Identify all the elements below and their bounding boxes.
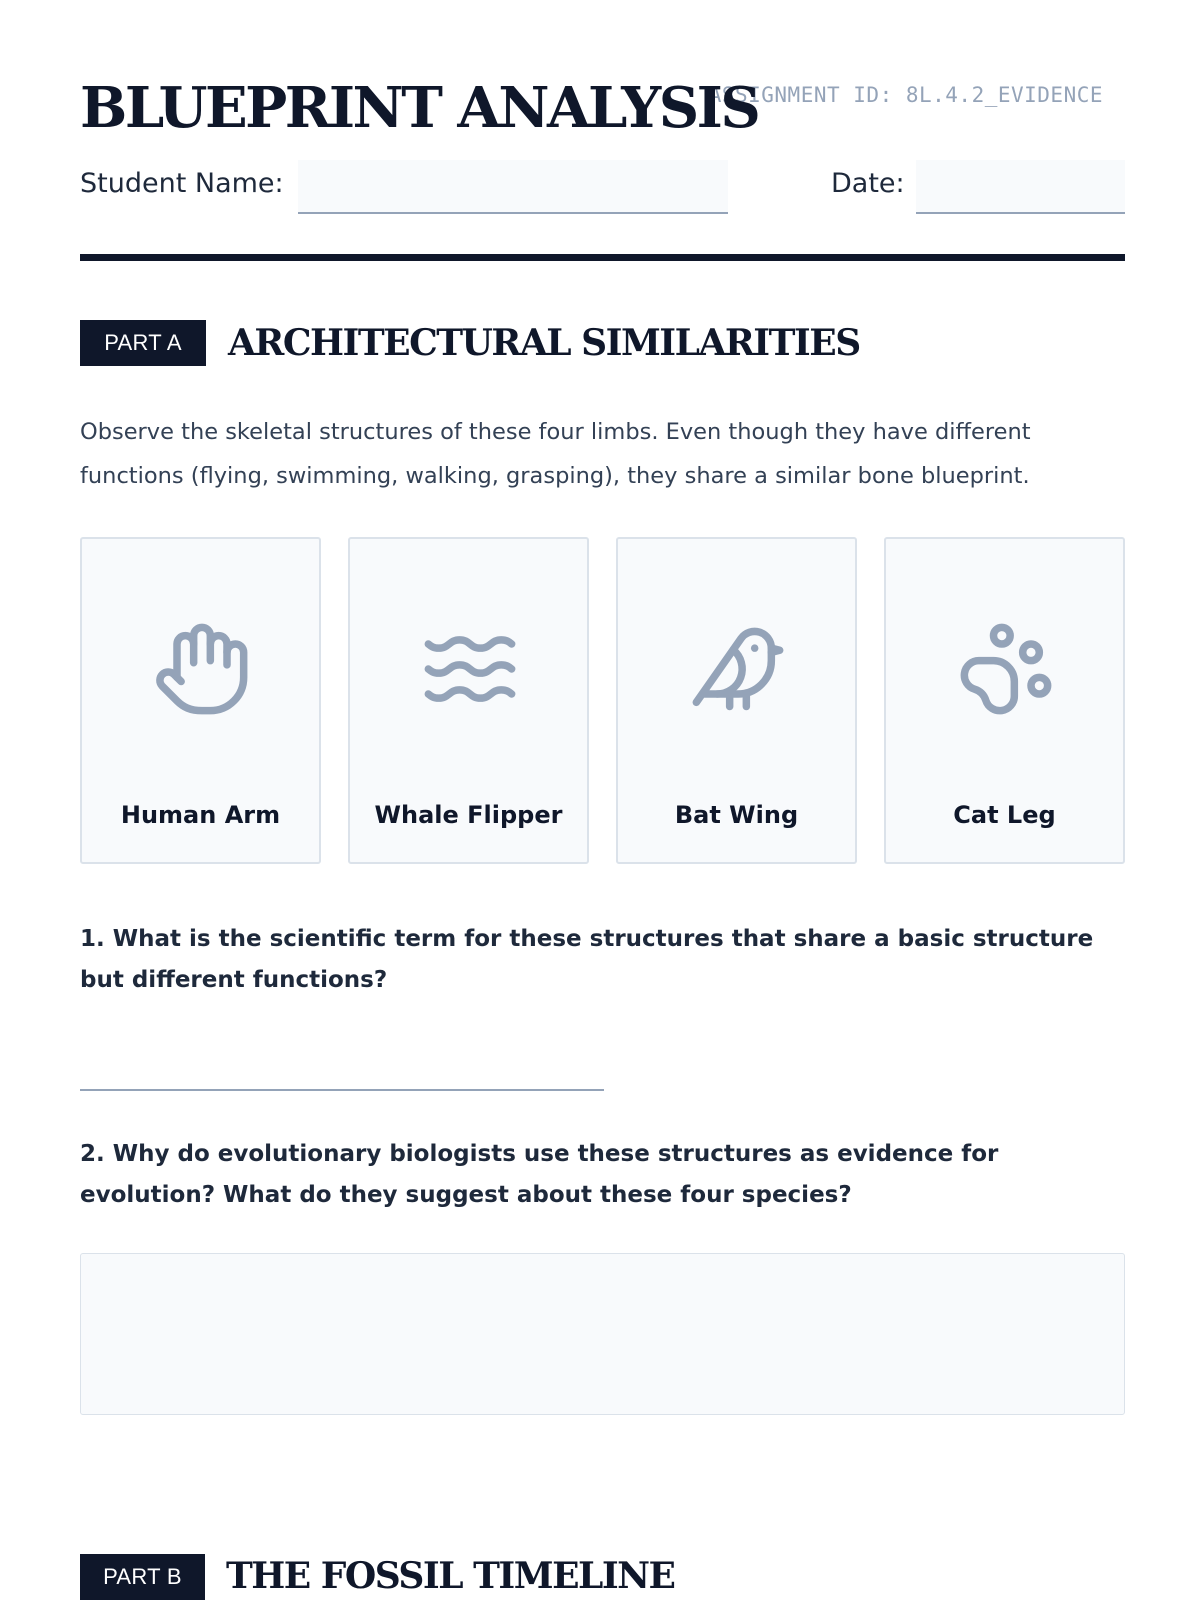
limb-card-human-arm [80, 537, 321, 864]
part-b-badge: PART B [80, 1554, 205, 1600]
waves-icon [420, 619, 520, 719]
page-title: BLUEPRINT ANALYSIS [80, 75, 759, 141]
assignment-id: ASSIGNMENT ID: 8L.4.2_EVIDENCE [708, 83, 1103, 107]
limb-card-label: Human Arm [120, 801, 281, 829]
part-a-badge: PART A [80, 320, 206, 366]
part-b-title: THE FOSSIL TIMELINE [226, 1555, 675, 1597]
bird-icon [688, 619, 788, 719]
part-a-instructions: Observe the skeletal structures of these four limbs. Even though they have different functions (flying, swimming, walking, grasping), they share a similar bone blueprint. [80, 419, 1031, 489]
paw-print-icon [956, 619, 1056, 719]
student-name-label: Student Name: [80, 168, 284, 199]
student-name-field[interactable] [298, 160, 728, 214]
student-info-row [80, 160, 1125, 214]
date-field[interactable] [916, 160, 1125, 214]
answer-2-box[interactable] [80, 1253, 1125, 1415]
question-1: 1. What is the scientific term for these structures that share a basic structure but different functions? [80, 926, 1094, 993]
part-a-title: ARCHITECTURAL SIMILARITIES [228, 322, 860, 364]
question-2: 2. Why do evolutionary biologists use these structures as evidence for evolution? What do they suggest about these four species? [80, 1141, 999, 1208]
limb-card-label: Bat Wing [674, 801, 799, 829]
limb-card-bat-wing [616, 537, 857, 864]
limb-card-label: Cat Leg [953, 801, 1056, 829]
limb-card-whale-flipper [348, 537, 589, 864]
limb-card-label: Whale Flipper [374, 801, 563, 829]
hand-icon [152, 619, 252, 719]
date-label: Date: [831, 168, 905, 199]
limb-card-cat-leg [884, 537, 1125, 864]
header-divider [80, 254, 1125, 261]
limb-cards [80, 537, 1125, 864]
answer-1-line[interactable] [80, 1089, 604, 1091]
